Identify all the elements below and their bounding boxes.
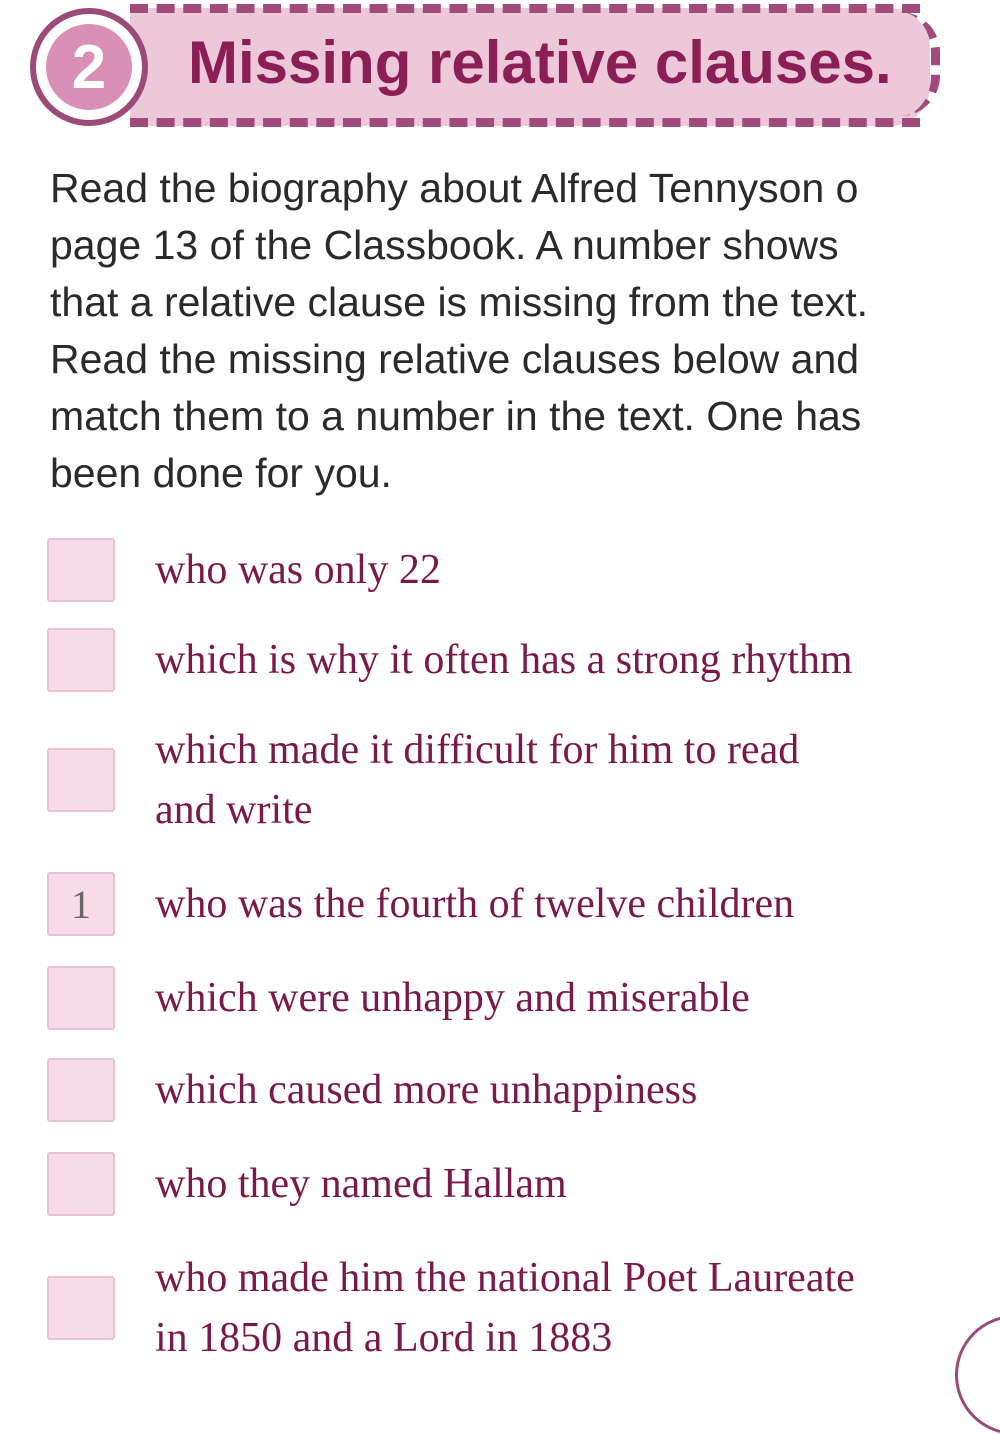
exercise-number: 2 <box>46 24 132 110</box>
clause-text <box>155 874 794 934</box>
answer-box[interactable] <box>47 628 115 692</box>
clause-text <box>155 1060 697 1120</box>
instructions-line: Read the missing relative clauses below and <box>50 336 860 382</box>
answer-box[interactable] <box>47 538 115 602</box>
clause-text <box>155 630 853 690</box>
clause-text <box>155 968 750 1028</box>
clause-text <box>155 1248 855 1368</box>
instructions-line: match them to a number in the text. One has <box>50 393 862 439</box>
instructions <box>50 160 1000 502</box>
instructions-line: page 13 of the Classbook. A number shows <box>50 222 839 268</box>
exercise-number-badge <box>30 8 148 126</box>
instructions-line: been done for you. <box>50 450 392 496</box>
answer-box[interactable] <box>47 966 115 1030</box>
banner-dashed-border-top <box>130 4 920 13</box>
instructions-line: that a relative clause is missing from the text. <box>50 279 869 325</box>
clause-text <box>155 720 799 840</box>
clause-line: which made it difficult for him to read <box>155 727 800 773</box>
answer-box[interactable] <box>47 1058 115 1122</box>
answer-box[interactable]: 1 <box>47 872 115 936</box>
answer-box[interactable] <box>47 1276 115 1340</box>
clause-line: who they named Hallam <box>155 1161 567 1207</box>
clause-line: who was only 22 <box>155 547 441 593</box>
clause-line: which is why it often has a strong rhythm <box>155 637 853 683</box>
banner-dashed-border-bottom <box>130 118 920 127</box>
decorative-corner-arc <box>955 1315 1000 1435</box>
clause-line: in 1850 and a Lord in 1883 <box>155 1315 613 1361</box>
clause-text <box>155 540 441 600</box>
banner-dashed-border-right <box>900 12 940 116</box>
clause-line: who made him the national Poet Laureate <box>155 1255 855 1301</box>
answer-box[interactable] <box>47 1152 115 1216</box>
clause-line: who was the fourth of twelve children <box>155 881 795 927</box>
instructions-line: Read the biography about Alfred Tennyson o <box>50 165 859 211</box>
answer-box[interactable] <box>47 748 115 812</box>
clause-line: which caused more unhappiness <box>155 1067 698 1113</box>
clause-line: and write <box>155 787 313 833</box>
clause-text <box>155 1154 567 1214</box>
exercise-title: Missing relative clauses. <box>188 29 892 96</box>
clause-line: which were unhappy and miserable <box>155 975 750 1021</box>
